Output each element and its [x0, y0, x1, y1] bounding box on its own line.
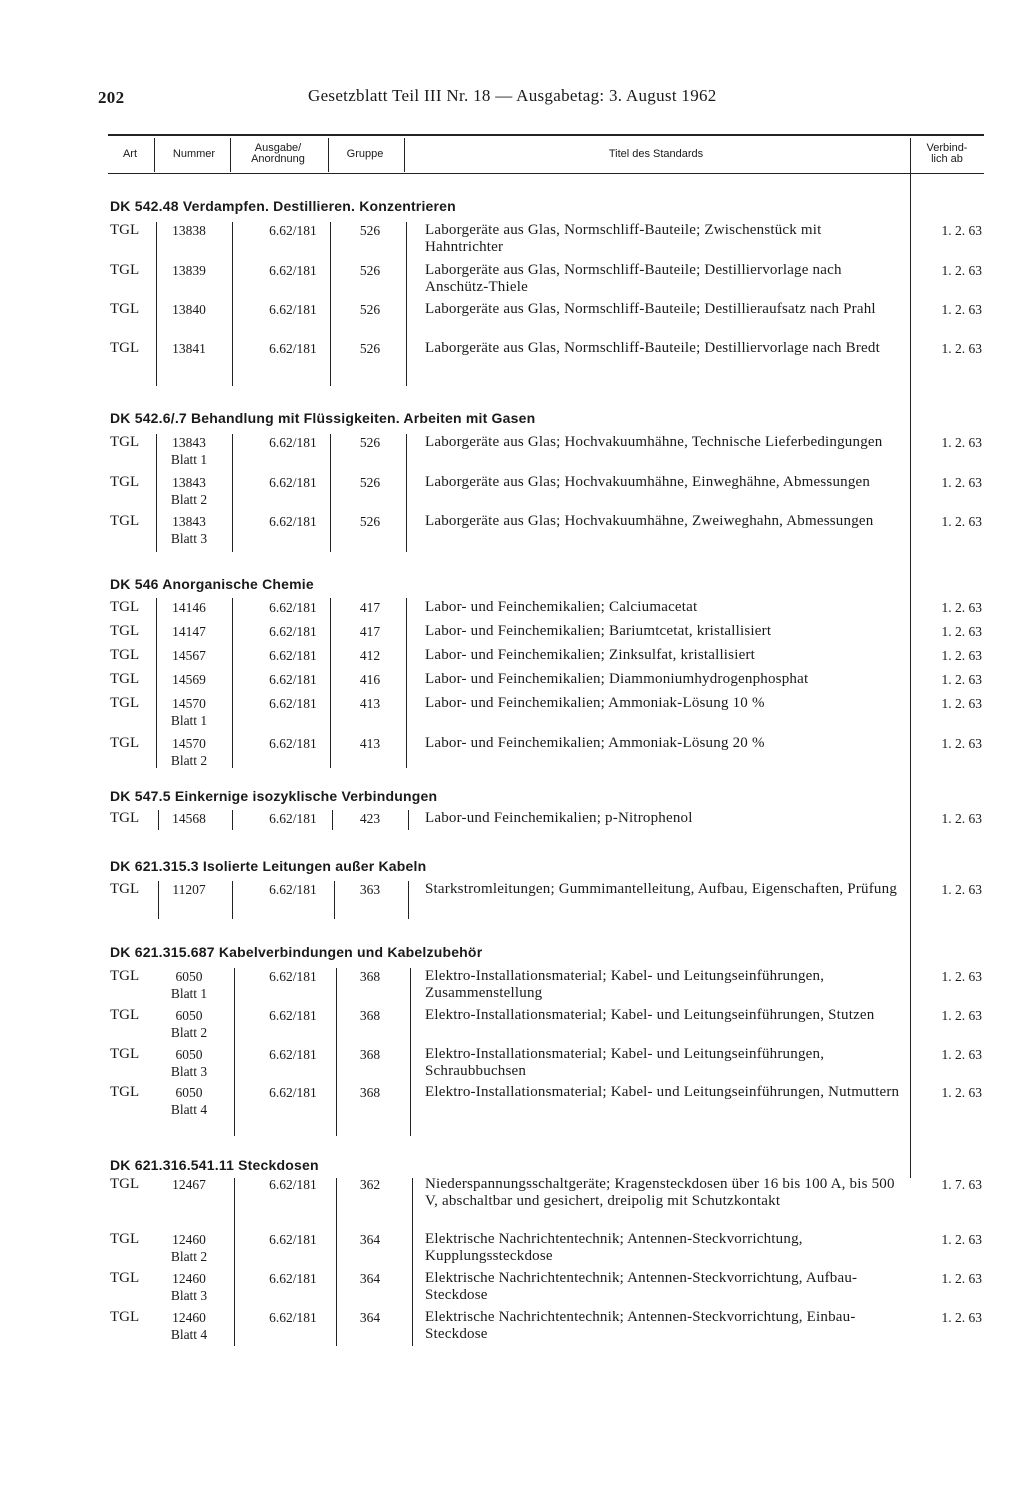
cell-datum: 1. 2. 63: [941, 1085, 982, 1100]
section-steckdosen: [110, 1155, 982, 1342]
cell-titel: Elektrische Nachrichtentechnik; Antennen-Steckvorrichtung, Kupplungssteckdose: [425, 1231, 803, 1264]
column-separator: [232, 434, 233, 552]
page-number: 202: [98, 88, 125, 107]
cell-art: TGL: [110, 474, 140, 490]
column-separator: [156, 222, 157, 386]
cell-titel: Labor- und Feinchemikalien; Diammoniumhydrogenphosphat: [425, 671, 809, 687]
cell-art: TGL: [110, 1270, 140, 1286]
cell-titel: Laborgeräte aus Glas, Normschliff-Bauteile; Destilliervorlage nach Anschütz-Thiele: [425, 262, 842, 295]
column-separator: [408, 881, 409, 919]
cell-gruppe: 526: [359, 263, 381, 278]
cell-datum: 1. 2. 63: [941, 1310, 982, 1325]
cell-art: TGL: [110, 695, 140, 711]
cell-nummer: [154, 474, 224, 508]
column-separator: [332, 810, 333, 830]
cell-art: TGL: [110, 810, 140, 826]
cell-titel: Laborgeräte aus Glas; Hochvakuumhähne, Technische Lieferbedingungen: [425, 434, 883, 450]
cell-blatt: Blatt 1: [170, 452, 208, 467]
cell-ausgabe: 6.62/181: [269, 811, 317, 826]
cell-titel: Elektrische Nachrichtentechnik; Antennen-Steckvorrichtung, Einbau-Steckdose: [425, 1309, 856, 1342]
cell-ausgabe: 6.62/181: [269, 475, 317, 490]
cell-blatt: Blatt 3: [170, 1064, 208, 1079]
cell-art: TGL: [110, 1309, 140, 1325]
cell-blatt: Blatt 2: [170, 1025, 208, 1040]
table-header-rule: [108, 173, 984, 174]
cell-ausgabe: 6.62/181: [269, 1047, 317, 1062]
cell-ausgabe: 6.62/181: [269, 969, 317, 984]
cell-ausgabe: 6.62/181: [269, 672, 317, 687]
cell-nummer: 13840: [172, 302, 206, 317]
cell-datum: 1. 2. 63: [941, 672, 982, 687]
cell-nummer: [154, 1231, 224, 1265]
cell-titel: Laborgeräte aus Glas; Hochvakuumhähne, Zweiweghahn, Abmessungen: [425, 513, 874, 529]
cell-titel: Laborgeräte aus Glas; Hochvakuumhähne, Einweghähne, Abmessungen: [425, 474, 871, 490]
cell-blatt: Blatt 2: [170, 1249, 208, 1264]
cell-titel: Labor- und Feinchemikalien; Calciumacetat: [425, 599, 698, 615]
cell-gruppe: 413: [359, 696, 381, 711]
colhead-nummer: Nummer: [172, 147, 216, 160]
page-title: Gesetzblatt Teil III Nr. 18 — Ausgabetag: 3. August 1962: [308, 86, 717, 105]
column-separator: [412, 1178, 413, 1346]
cell-titel: Elektrische Nachrichtentechnik; Antennen-Steckvorrichtung, Aufbau-Steckdose: [425, 1270, 858, 1303]
cell-art: TGL: [110, 881, 140, 897]
cell-datum: 1. 2. 63: [941, 736, 982, 751]
cell-datum: 1. 2. 63: [941, 1232, 982, 1247]
cell-titel: Elektro-Installationsmaterial; Kabel- und Leitungseinführungen, Nutmuttern: [425, 1084, 900, 1100]
cell-ausgabe: 6.62/181: [269, 1271, 317, 1286]
cell-gruppe: 412: [359, 648, 381, 663]
cell-art: TGL: [110, 513, 140, 529]
cell-nummer: 12467: [172, 1177, 206, 1192]
cell-nummer-value: 6050: [175, 1047, 203, 1062]
cell-nummer: [154, 1046, 224, 1080]
cell-gruppe: 368: [359, 1085, 381, 1100]
section-title: DK 621.315.3 Isolierte Leitungen außer Kabeln: [110, 858, 427, 874]
header-separator: [154, 138, 155, 172]
cell-art: TGL: [110, 1176, 140, 1192]
section-title: DK 546 Anorganische Chemie: [110, 576, 314, 592]
cell-nummer: 13839: [172, 263, 206, 278]
column-separator: [330, 222, 331, 386]
cell-gruppe: 368: [359, 1008, 381, 1023]
section-title: DK 547.5 Einkernige isozyklische Verbindungen: [110, 788, 438, 804]
cell-blatt: Blatt 2: [170, 492, 208, 507]
cell-datum: 1. 2. 63: [941, 263, 982, 278]
cell-art: TGL: [110, 434, 140, 450]
column-separator: [330, 434, 331, 552]
cell-gruppe: 364: [359, 1310, 381, 1325]
section-isozyklische-verbindungen: [110, 786, 982, 826]
cell-nummer-value: 12460: [172, 1271, 206, 1286]
cell-ausgabe: 6.62/181: [269, 882, 317, 897]
cell-ausgabe: 6.62/181: [269, 736, 317, 751]
cell-gruppe: 368: [359, 1047, 381, 1062]
cell-nummer: 14146: [172, 600, 206, 615]
cell-art: TGL: [110, 1084, 140, 1100]
cell-datum: 1. 2. 63: [941, 1047, 982, 1062]
column-separator: [234, 1178, 235, 1346]
cell-titel: Labor-und Feinchemikalien; p-Nitrophenol: [425, 810, 693, 826]
cell-datum: 1. 2. 63: [941, 302, 982, 317]
cell-ausgabe: 6.62/181: [269, 1008, 317, 1023]
cell-titel: Labor- und Feinchemikalien; Zinksulfat, kristallisiert: [425, 647, 756, 663]
cell-titel: Laborgeräte aus Glas, Normschliff-Bauteile; Destillieraufsatz nach Prahl: [425, 301, 876, 317]
cell-datum: 1. 2. 63: [941, 1008, 982, 1023]
cell-ausgabe: 6.62/181: [269, 1177, 317, 1192]
cell-datum: 1. 2. 63: [941, 624, 982, 639]
column-separator: [410, 968, 411, 1136]
cell-nummer-value: 13843: [172, 475, 206, 490]
cell-art: TGL: [110, 599, 140, 615]
cell-blatt: Blatt 3: [170, 531, 208, 546]
section-title: DK 542.6/.7 Behandlung mit Flüssigkeiten. Arbeiten mit Gasen: [110, 410, 536, 426]
cell-datum: 1. 2. 63: [941, 514, 982, 529]
cell-nummer: [154, 434, 224, 468]
column-separator: [156, 434, 157, 552]
cell-datum: 1. 2. 63: [941, 1271, 982, 1286]
cell-datum: 1. 2. 63: [941, 223, 982, 238]
cell-ausgabe: 6.62/181: [269, 600, 317, 615]
cell-datum: 1. 2. 63: [941, 600, 982, 615]
cell-blatt: Blatt 1: [170, 986, 208, 1001]
cell-nummer-value: 13843: [172, 435, 206, 450]
colhead-art: Art: [122, 147, 138, 160]
cell-blatt: Blatt 4: [170, 1102, 208, 1117]
cell-gruppe: 526: [359, 302, 381, 317]
cell-titel: Starkstromleitungen; Gummimantelleitung, Aufbau, Eigenschaften, Prüfung: [425, 881, 898, 897]
cell-art: TGL: [110, 1007, 140, 1023]
column-separator: [406, 222, 407, 386]
cell-gruppe: 526: [359, 223, 381, 238]
column-separator: [336, 1178, 337, 1346]
cell-gruppe: 362: [359, 1177, 381, 1192]
section-anorganische-chemie: [110, 574, 982, 768]
header-separator: [230, 138, 231, 172]
cell-gruppe: 526: [359, 341, 381, 356]
cell-datum: 1. 2. 63: [941, 435, 982, 450]
cell-ausgabe: 6.62/181: [269, 1232, 317, 1247]
cell-nummer: [154, 1084, 224, 1118]
cell-ausgabe: 6.62/181: [269, 263, 317, 278]
cell-ausgabe: 6.62/181: [269, 1085, 317, 1100]
column-separator: [158, 881, 159, 919]
cell-blatt: Blatt 2: [170, 753, 208, 768]
cell-datum: 1. 2. 63: [941, 811, 982, 826]
cell-titel: Labor- und Feinchemikalien; Ammoniak-Lösung 10 %: [425, 695, 765, 711]
column-separator: [406, 598, 407, 768]
cell-nummer: 14567: [172, 648, 206, 663]
cell-datum: 1. 7. 63: [941, 1177, 982, 1192]
cell-nummer: [154, 513, 224, 547]
cell-ausgabe: 6.62/181: [269, 696, 317, 711]
cell-nummer-value: 12460: [172, 1232, 206, 1247]
section-title: DK 542.48 Verdampfen. Destillieren. Konzentrieren: [110, 198, 456, 214]
cell-datum: 1. 2. 63: [941, 696, 982, 711]
cell-gruppe: 423: [359, 811, 381, 826]
cell-gruppe: 417: [359, 624, 381, 639]
section-title: DK 621.316.541.11 Steckdosen: [110, 1157, 319, 1173]
cell-nummer-value: 6050: [175, 1008, 203, 1023]
cell-art: TGL: [110, 262, 140, 278]
cell-nummer: 11207: [172, 882, 206, 897]
column-separator: [234, 968, 235, 1136]
cell-art: TGL: [110, 1231, 140, 1247]
column-separator: [336, 968, 337, 1136]
section-kabelverbindungen: [110, 942, 982, 1117]
column-separator: [232, 881, 233, 919]
cell-nummer-value: 14570: [172, 696, 206, 711]
cell-art: TGL: [110, 340, 140, 356]
cell-nummer: 13838: [172, 223, 206, 238]
column-separator: [406, 434, 407, 552]
cell-ausgabe: 6.62/181: [269, 648, 317, 663]
colhead-ausgabe: Ausgabe/ Anordnung: [251, 142, 305, 165]
cell-gruppe: 413: [359, 736, 381, 751]
cell-ausgabe: 6.62/181: [269, 624, 317, 639]
cell-art: TGL: [110, 222, 140, 238]
cell-nummer-value: 13843: [172, 514, 206, 529]
cell-titel: Laborgeräte aus Glas, Normschliff-Bauteile; Zwischenstück mit Hahntrichter: [425, 222, 822, 255]
cell-gruppe: 416: [359, 672, 381, 687]
cell-titel: Elektro-Installationsmaterial; Kabel- und Leitungseinführungen, Zusammenstellung: [425, 968, 825, 1001]
cell-blatt: Blatt 1: [170, 713, 208, 728]
column-separator: [232, 222, 233, 386]
cell-art: TGL: [110, 671, 140, 687]
section-isolierte-leitungen: [110, 856, 982, 897]
cell-nummer-value: 6050: [175, 1085, 203, 1100]
colhead-titel: Titel des Standards: [608, 147, 704, 160]
cell-art: TGL: [110, 647, 140, 663]
cell-datum: 1. 2. 63: [941, 648, 982, 663]
cell-ausgabe: 6.62/181: [269, 302, 317, 317]
cell-titel: Niederspannungsschaltgeräte; Kragensteckdosen über 16 bis 100 A, bis 500 V, abschaltbar und gesichert, dreipolig mit Schutzkontakt: [425, 1176, 895, 1209]
cell-art: TGL: [110, 623, 140, 639]
cell-titel: Labor- und Feinchemikalien; Bariumtcetat, kristallisiert: [425, 623, 772, 639]
cell-nummer: 14569: [172, 672, 206, 687]
cell-datum: 1. 2. 63: [941, 341, 982, 356]
column-separator: [330, 598, 331, 768]
cell-gruppe: 526: [359, 514, 381, 529]
cell-gruppe: 526: [359, 475, 381, 490]
cell-titel: Labor- und Feinchemikalien; Ammoniak-Lösung 20 %: [425, 735, 765, 751]
cell-ausgabe: 6.62/181: [269, 223, 317, 238]
cell-nummer: [154, 695, 224, 729]
cell-gruppe: 368: [359, 969, 381, 984]
column-separator: [232, 598, 233, 768]
cell-nummer: 14568: [172, 811, 206, 826]
colhead-gruppe: Gruppe: [346, 147, 384, 160]
cell-art: TGL: [110, 301, 140, 317]
section-title: DK 621.315.687 Kabelverbindungen und Kabelzubehör: [110, 944, 483, 960]
cell-titel: Laborgeräte aus Glas, Normschliff-Bauteile; Destilliervorlage nach Bredt: [425, 340, 880, 356]
cell-nummer-value: 12460: [172, 1310, 206, 1325]
cell-art: TGL: [110, 968, 140, 984]
column-separator: [158, 810, 159, 830]
page-header: [98, 86, 978, 110]
cell-gruppe: 364: [359, 1271, 381, 1286]
column-separator: [334, 881, 335, 919]
cell-art: TGL: [110, 735, 140, 751]
cell-datum: 1. 2. 63: [941, 969, 982, 984]
cell-titel: Elektro-Installationsmaterial; Kabel- und Leitungseinführungen, Stutzen: [425, 1007, 875, 1023]
header-separator: [328, 138, 329, 172]
cell-datum: 1. 2. 63: [941, 475, 982, 490]
cell-ausgabe: 6.62/181: [269, 514, 317, 529]
column-separator: [156, 598, 157, 768]
colhead-verbindlich: Verbind- lich ab: [926, 142, 968, 165]
cell-nummer: 14147: [172, 624, 206, 639]
cell-datum: 1. 2. 63: [941, 882, 982, 897]
cell-gruppe: 363: [359, 882, 381, 897]
cell-nummer: [154, 1309, 224, 1343]
section-behandlung: [110, 408, 982, 546]
cell-blatt: Blatt 3: [170, 1288, 208, 1303]
cell-gruppe: 417: [359, 600, 381, 615]
cell-nummer-value: 14570: [172, 736, 206, 751]
cell-ausgabe: 6.62/181: [269, 1310, 317, 1325]
cell-ausgabe: 6.62/181: [269, 435, 317, 450]
column-separator: [408, 810, 409, 830]
header-separator: [404, 138, 405, 172]
cell-nummer: [154, 968, 224, 1002]
column-separator: [232, 810, 233, 830]
cell-blatt: Blatt 4: [170, 1327, 208, 1342]
cell-nummer: 13841: [172, 341, 206, 356]
cell-art: TGL: [110, 1046, 140, 1062]
cell-nummer-value: 6050: [175, 969, 203, 984]
cell-nummer: [154, 735, 224, 769]
cell-gruppe: 526: [359, 435, 381, 450]
cell-nummer: [154, 1007, 224, 1041]
section-verdampfen: [110, 196, 982, 356]
cell-ausgabe: 6.62/181: [269, 341, 317, 356]
cell-titel: Elektro-Installationsmaterial; Kabel- und Leitungseinführungen, Schraubbuchsen: [425, 1046, 825, 1079]
cell-gruppe: 364: [359, 1232, 381, 1247]
cell-nummer: [154, 1270, 224, 1304]
